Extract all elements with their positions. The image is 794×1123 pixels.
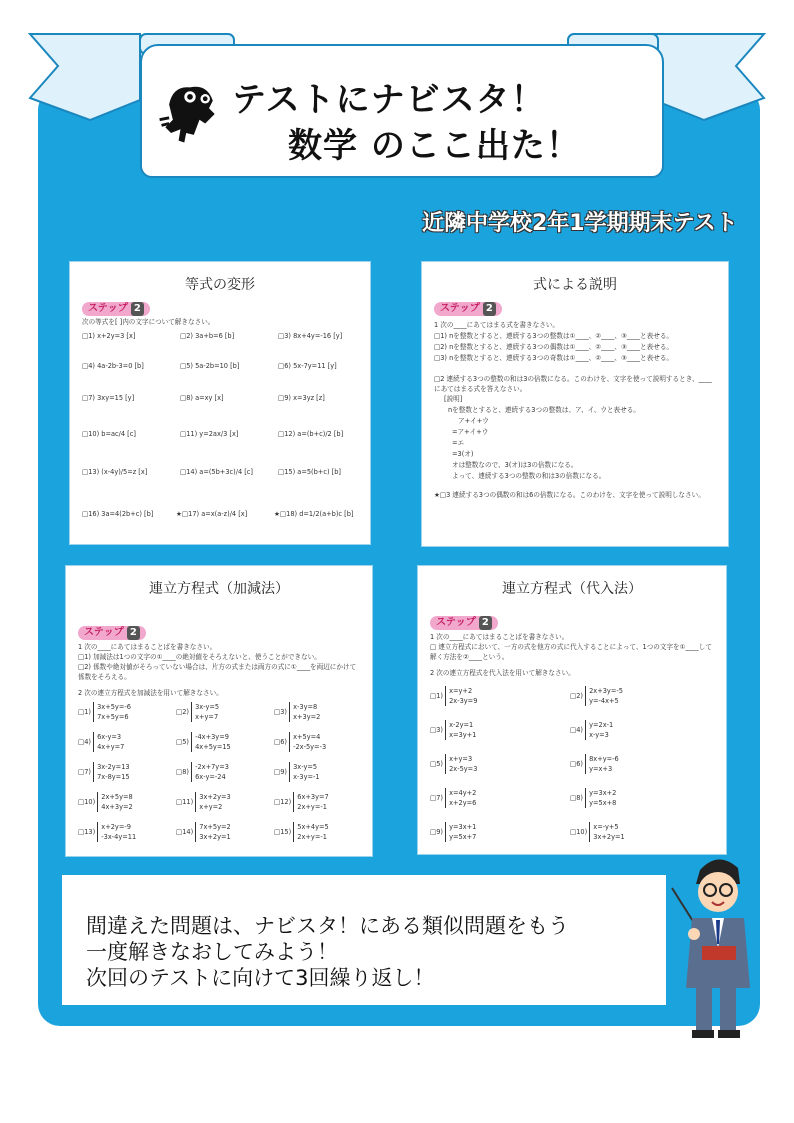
- problem-item: □7) 3xy=15 [y]: [82, 394, 135, 402]
- system-item: [430, 720, 476, 740]
- system-number: □8): [570, 794, 586, 802]
- system-item: [78, 792, 133, 812]
- system-item: [430, 754, 477, 774]
- problem-item: □11) y=2ax/3 [x]: [180, 430, 239, 438]
- system-item: [78, 762, 130, 782]
- system-equations: x-3y=8 x+3y=2: [289, 702, 320, 722]
- system-equations: x=4y+2 x+2y=6: [445, 788, 476, 808]
- card-substitution: [418, 566, 726, 854]
- problem-item: □13) (x-4y)/5=z [x]: [82, 468, 148, 476]
- system-item: [176, 792, 231, 812]
- card-title: 連立方程式（加減法）: [149, 581, 289, 597]
- system-item: [274, 732, 326, 752]
- system-item: [176, 702, 219, 722]
- system-number: □12): [274, 798, 294, 806]
- system-equations: x+5y=4 -2x-5y=-3: [289, 732, 326, 752]
- system-item: [430, 822, 476, 842]
- system-equations: 5x+4y=5 2x+y=-1: [293, 822, 328, 842]
- system-item: [78, 702, 131, 722]
- problem-item: □16) 3a=4(2b+c) [b]: [82, 510, 154, 518]
- step-badge: ステップ 2: [434, 302, 502, 316]
- system-equations: -4x+3y=9 4x+5y=15: [191, 732, 231, 752]
- system-number: □1): [78, 708, 94, 716]
- system-equations: 8x+y=-6 y=x+3: [585, 754, 619, 774]
- system-equations: 3x+2y=3 x+y=2: [195, 792, 230, 812]
- system-item: [570, 788, 616, 808]
- problem-item: ★□18) d=1/2(a+b)c [b]: [274, 510, 354, 518]
- system-number: □11): [176, 798, 196, 806]
- problem-item: □3) 8x+4y=-16 [y]: [278, 332, 343, 340]
- system-number: □6): [274, 738, 290, 746]
- problem-grid: [430, 686, 716, 846]
- card-title: 式による説明: [533, 277, 617, 293]
- system-number: □6): [570, 760, 586, 768]
- system-equations: y=2x-1 x-y=3: [585, 720, 613, 740]
- system-item: [430, 686, 477, 706]
- card-body: 1 次の____にあてはまることばを書きなさい。 □ 連立方程式において、一方の式を他方の式に代入することによって、1つの文字を①____して解く方法を②____という。 2 次の連立方程式を代入法を用いて解きなさい。: [430, 633, 712, 677]
- system-number: □1): [430, 692, 446, 700]
- system-number: □9): [274, 768, 290, 776]
- system-equations: 6x-y=3 4x+y=7: [93, 732, 124, 752]
- system-item: [274, 822, 329, 842]
- system-number: □5): [430, 760, 446, 768]
- message-line-3: 次回のテストに向けて3回繰り返し！: [86, 966, 435, 990]
- card-title: 連立方程式（代入法）: [502, 581, 642, 597]
- teacher-illustration: [666, 848, 766, 1043]
- card-body: 1 次の____にあてはまる式を書きなさい。 □1) nを整数とすると、連続する3つの整数は①____、②____、③____と表せる。 □2) nを整数とすると、連続する3つの偶数は①____、②____、③____と表せる。 □3) nを整数とすると、連続する3つの奇数は①____、②____、③____と表せる。 □2 連続する3つの整数の和は3の倍数になる。このわけを、文字を使って説明するとき、____にあてはまる式を答えなさい。 [説明] nを整数とすると、連続する3つの整数は、ア、イ、ウと表せる。 ア+イ+ウ =ア+イ+ウ =エ =3(オ) オは整数なので、3(オ)は3の倍数になる。 よって、連続する3つの整数の和は3の倍数になる。 ★□3 連続する3つの偶数の和は6の倍数になる。このわけを、文字を使って説明しなさい。: [434, 321, 712, 499]
- problem-item: □15) a=5(b+c) [b]: [278, 468, 341, 476]
- system-number: □13): [78, 828, 98, 836]
- system-equations: 3x+5y=-6 7x+5y=6: [93, 702, 131, 722]
- system-number: □2): [570, 692, 586, 700]
- system-number: □5): [176, 738, 192, 746]
- system-number: □7): [430, 794, 446, 802]
- system-number: □10): [570, 828, 590, 836]
- card-body: 1 次の____にあてはまることばを書きなさい。 □1) 加減法は1つの文字の①____の絶対値をそろえないと、使うことができない。 □2) 係数や絶対値がそろっていない場合は、片方の式または両方の式に①____を両辺にかけて係数をそろえる。 2 次の連立方程式を加減法を用いて解きなさい。: [78, 643, 357, 697]
- system-item: [274, 702, 320, 722]
- system-number: □8): [176, 768, 192, 776]
- system-equations: 2x+5y=8 4x+3y=2: [97, 792, 132, 812]
- problem-item: ★□17) a=x(a-z)/4 [x]: [176, 510, 248, 518]
- problem-item: □4) 4a-2b-3=0 [b]: [82, 362, 144, 370]
- system-number: □10): [78, 798, 98, 806]
- system-equations: x-2y=1 x=3y+1: [445, 720, 476, 740]
- problem-item: □9) x=3yz [z]: [278, 394, 325, 402]
- system-number: □2): [176, 708, 192, 716]
- system-number: □15): [274, 828, 294, 836]
- system-equations: y=3x+2 y=5x+8: [585, 788, 616, 808]
- system-item: [274, 762, 320, 782]
- system-number: □7): [78, 768, 94, 776]
- title-line-2: 数学 のここ出た！: [288, 126, 581, 166]
- step-badge: ステップ 2: [82, 302, 150, 316]
- system-number: □4): [78, 738, 94, 746]
- system-item: [570, 720, 613, 740]
- system-item: [570, 754, 619, 774]
- system-equations: 3x-y=5 x+y=7: [191, 702, 219, 722]
- system-equations: 3x-y=5 x-3y=-1: [289, 762, 319, 782]
- system-item: [570, 822, 625, 842]
- step-badge: ステップ 2: [430, 616, 498, 630]
- system-number: □4): [570, 726, 586, 734]
- system-item: [570, 686, 623, 706]
- problem-item: □5) 5a-2b=10 [b]: [180, 362, 240, 370]
- system-equations: x=y+2 2x-3y=9: [445, 686, 477, 706]
- system-equations: x+y=3 2x-5y=3: [445, 754, 477, 774]
- system-item: [78, 732, 124, 752]
- system-equations: x=-y+5 3x+2y=1: [589, 822, 624, 842]
- card-title: 等式の変形: [185, 277, 255, 293]
- card-expression-explain: [422, 262, 728, 546]
- system-number: □3): [274, 708, 290, 716]
- message-line-1: 間違えた問題は、ナビスタ！にある類似問題をもう: [86, 914, 569, 938]
- problem-item: □14) a=(5b+3c)/4 [c]: [180, 468, 254, 476]
- message-line-2: 一度解きなおしてみよう！: [86, 940, 338, 964]
- system-item: [78, 822, 136, 842]
- system-equations: -2x+7y=3 6x-y=-24: [191, 762, 229, 782]
- problem-item: □12) a=(b+c)/2 [b]: [278, 430, 344, 438]
- system-equations: y=3x+1 y=5x+7: [445, 822, 476, 842]
- card-equation-transform: [70, 262, 370, 544]
- title-line-1: テストにナビスタ！: [232, 80, 546, 120]
- problem-grid: [82, 332, 360, 532]
- system-item: [176, 762, 229, 782]
- mascot-icon: [152, 76, 228, 152]
- card-elimination: [66, 566, 372, 856]
- step-badge: ステップ 2: [78, 626, 146, 640]
- system-number: □9): [430, 828, 446, 836]
- system-equations: x+2y=-9 -3x-4y=11: [97, 822, 136, 842]
- system-equations: 7x+5y=2 3x+2y=1: [195, 822, 230, 842]
- problem-item: □8) a=xy [x]: [180, 394, 224, 402]
- system-equations: 3x-2y=13 7x-8y=15: [93, 762, 130, 782]
- system-equations: 2x+3y=-5 y=-4x+5: [585, 686, 623, 706]
- system-number: □14): [176, 828, 196, 836]
- problem-item: □2) 3a+b=6 [b]: [180, 332, 235, 340]
- problem-item: □6) 5x-7y=11 [y]: [278, 362, 337, 370]
- system-number: □3): [430, 726, 446, 734]
- system-item: [274, 792, 329, 812]
- problem-item: □10) b=ac/4 [c]: [82, 430, 136, 438]
- system-equations: 6x+3y=7 2x+y=-1: [293, 792, 328, 812]
- problem-item: □1) x+2y=3 [x]: [82, 332, 136, 340]
- system-item: [176, 822, 231, 842]
- problem-grid: [78, 702, 362, 842]
- system-item: [176, 732, 231, 752]
- system-item: [430, 788, 476, 808]
- message-text: [86, 913, 569, 991]
- card-intro: 次の等式を[ ]内の文字について解きなさい。: [82, 318, 215, 326]
- exam-subtitle: 近隣中学校2年1学期期末テスト: [422, 211, 738, 236]
